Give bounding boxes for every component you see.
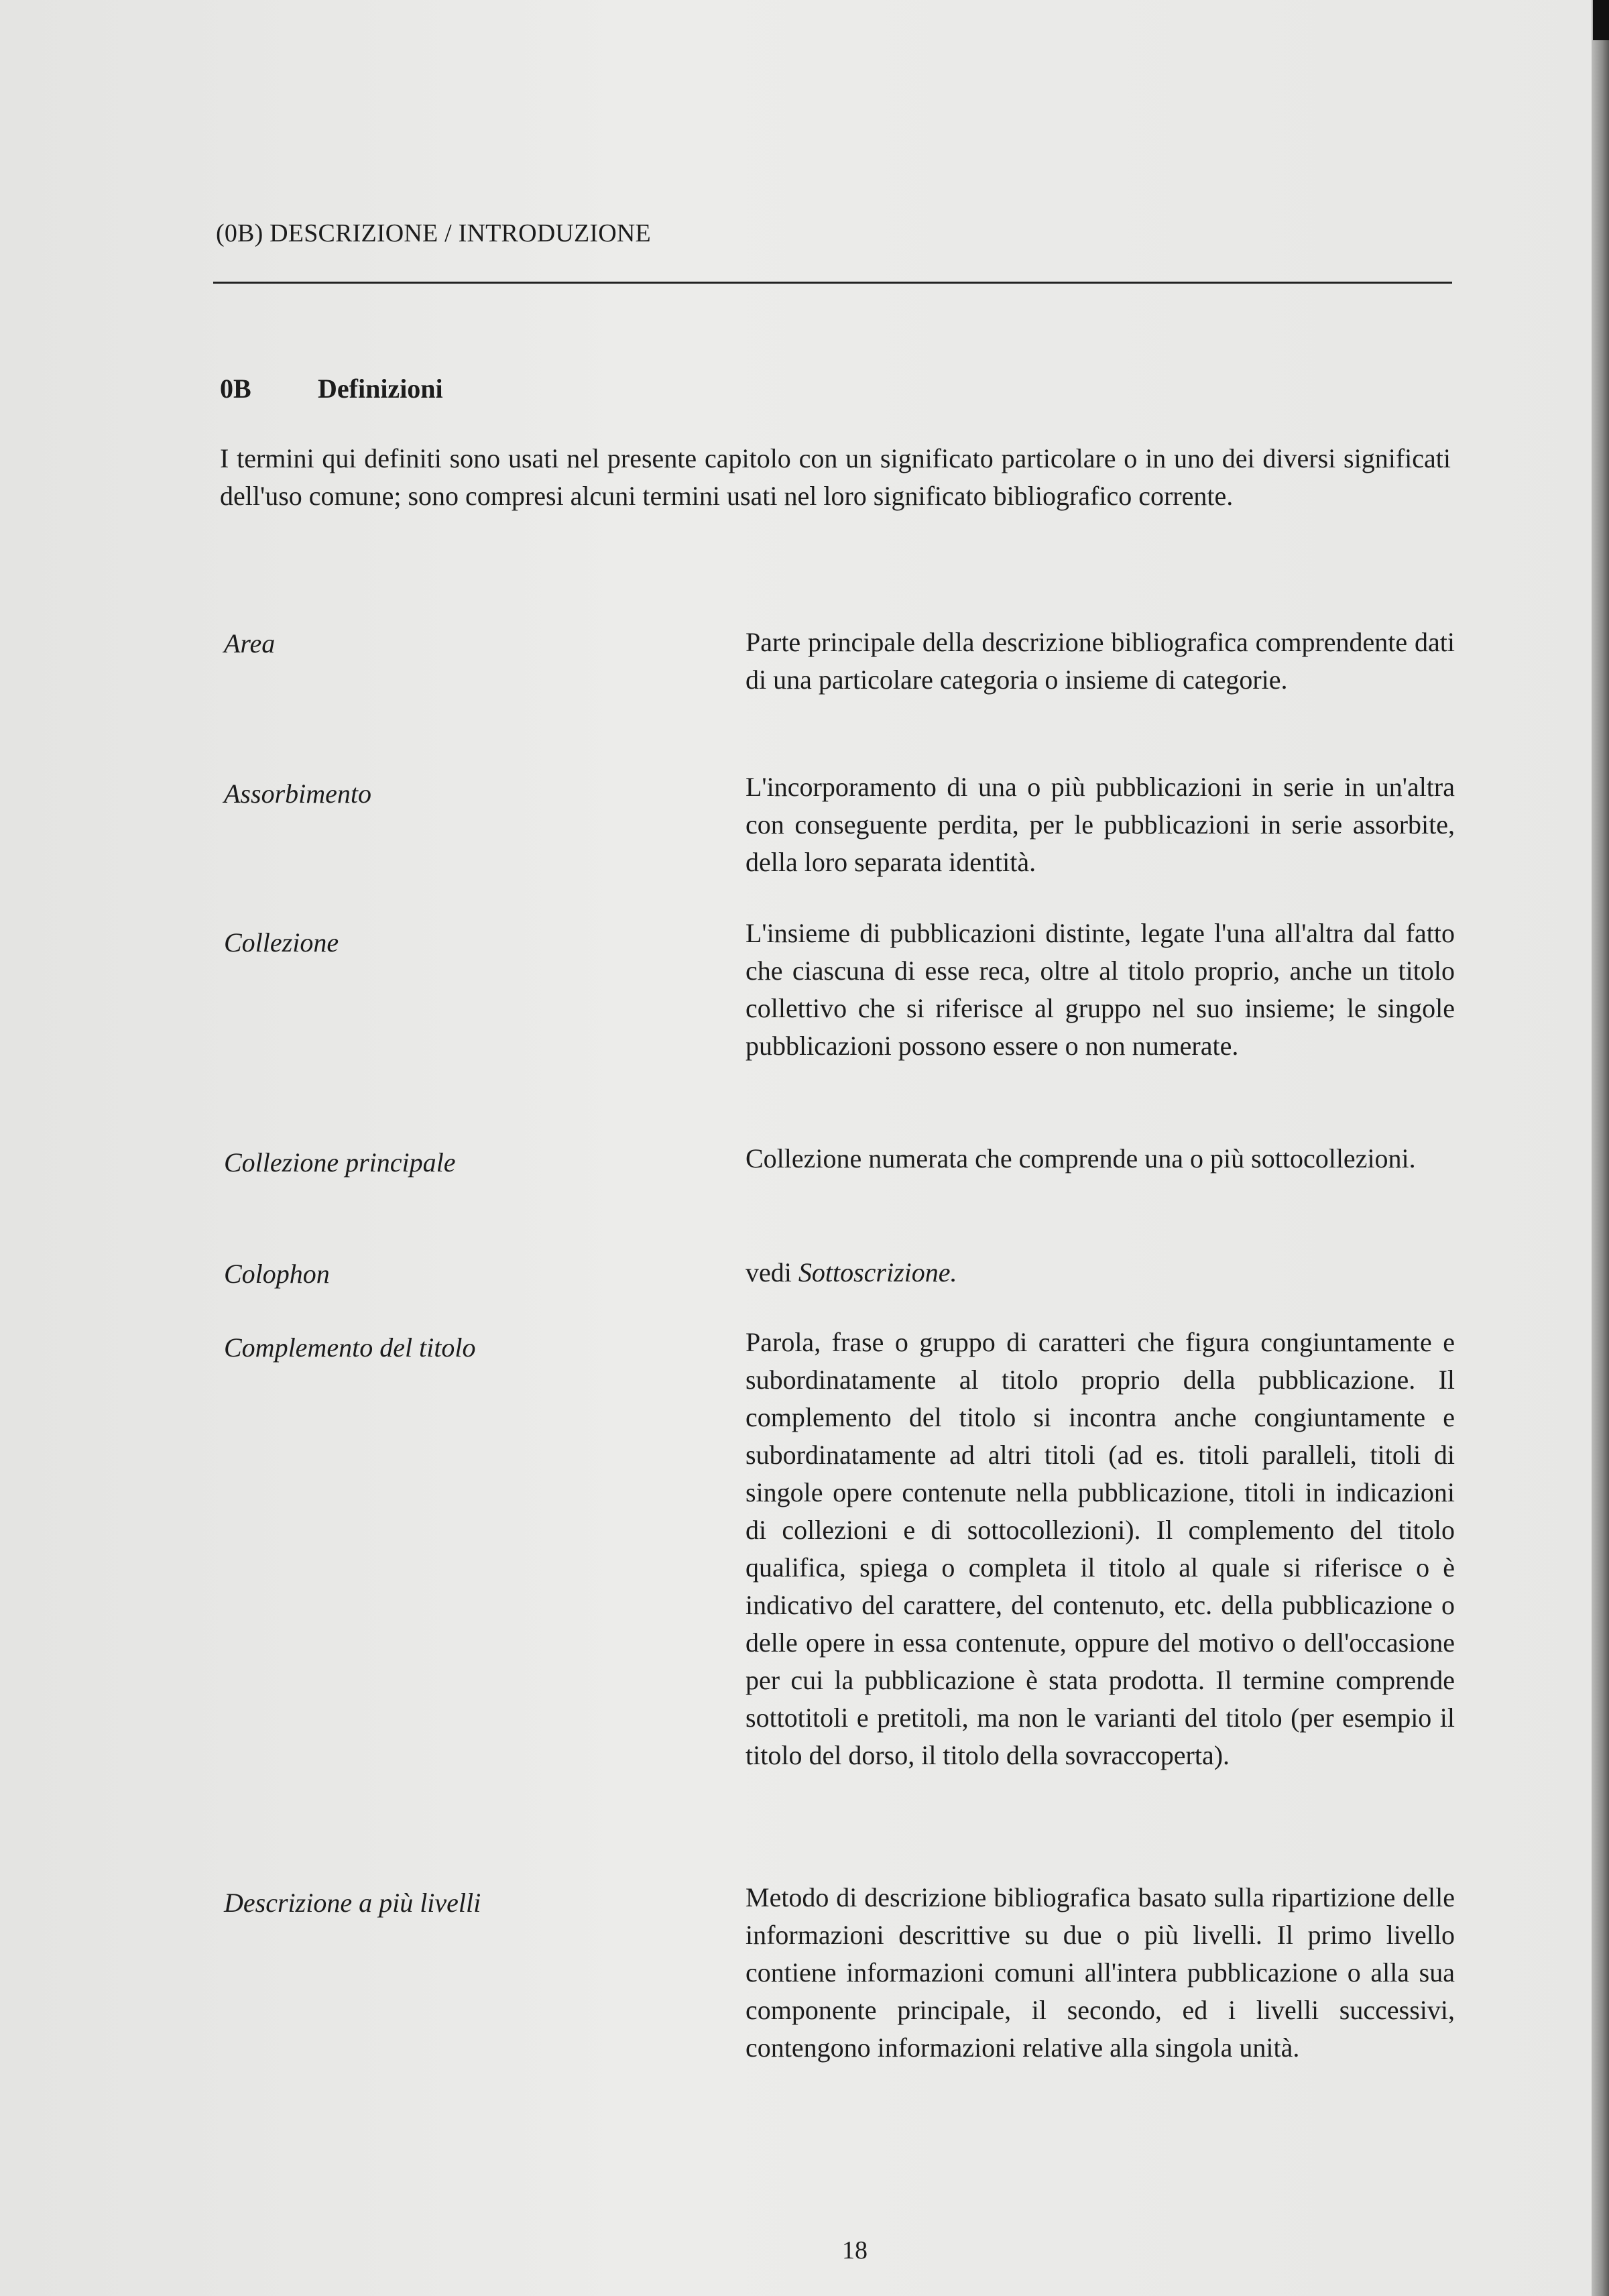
definition-descrizione-a-piu-livelli: Metodo di descrizione bibliografica basato sulla ripartizione delle informazioni descrittive su due o più livelli. Il primo livello contiene informazioni comuni all'intera pubblicazione o alla sua componente principale, il secondo, ed i livelli successivi, contengono informazioni relative alla singola unità. [746, 1882, 1455, 2063]
running-header: (0B) DESCRIZIONE / INTRODUZIONE [216, 219, 651, 247]
intro-paragraph: I termini qui definiti sono usati nel presente capitolo con un significato particolare o in uno dei diversi significati dell'uso comune; sono compresi alcuni termini usati nel loro significato bibliografico corrente. [220, 443, 1451, 511]
term-assorbimento: Assorbimento [224, 779, 371, 809]
definition-colophon-reference: Sottoscrizione. [798, 1257, 957, 1287]
definition-collezione-principale: Collezione numerata che comprende una o più sottocollezioni. [746, 1143, 1416, 1173]
definition-collezione: L'insieme di pubblicazioni distinte, legate l'una all'altra dal fatto che ciascuna di esse reca, oltre al titolo proprio, anche un titolo collettivo che si riferisce al gruppo nel suo insieme; le singole pubblicazioni possono essere o non numerate. [746, 918, 1455, 1061]
page-edge-shadow [1592, 0, 1609, 2296]
section-heading [220, 373, 443, 404]
definition-area: Parte principale della descrizione bibliografica comprendente dati di una particolare categoria o insieme di categorie. [746, 627, 1455, 695]
term-collezione: Collezione [224, 927, 339, 958]
definition-complemento-del-titolo: Parola, frase o gruppo di caratteri che figura congiuntamente e subordinatamente al titolo proprio della pubblicazione. Il complemento del titolo si incontra anche congiuntamente e subordinatamente ad altri titoli (ad es. titoli paralleli, titoli di singole opere contenute nella pubblicazione, titoli in indicazioni di collezioni e di sottocollezioni). Il complemento del titolo qualifica, spiega o completa il titolo al quale si riferisce o è indicativo del carattere, del contenuto, etc. della pubblicazione o delle opere in essa contenute, oppure del motivo o dell'occasione per cui la pubblicazione è stata prodotta. Il termine comprende sottotitoli e pretitoli, ma non le varianti del titolo (per esempio il titolo del dorso, il titolo della sovraccoperta). [746, 1327, 1455, 1770]
term-descrizione-a-piu-livelli: Descrizione a più livelli [224, 1888, 481, 1918]
section-number: 0B [220, 374, 251, 404]
definition-colophon-prefix: vedi [746, 1257, 798, 1287]
term-collezione-principale: Collezione principale [224, 1147, 456, 1178]
definition-assorbimento: L'incorporamento di una o più pubblicazioni in serie in un'altra con conseguente perdita, per le pubblicazioni in serie assorbite, della loro separata identità. [746, 772, 1455, 877]
term-area: Area [224, 628, 276, 658]
definition-colophon [746, 1254, 1455, 1292]
header-rule [213, 282, 1452, 284]
section-title: Definizioni [318, 374, 443, 404]
term-complemento-del-titolo: Complemento del titolo [224, 1332, 476, 1363]
page-number: 18 [842, 2236, 868, 2264]
scanner-edge-mark [1593, 0, 1609, 40]
term-colophon: Colophon [224, 1259, 330, 1289]
